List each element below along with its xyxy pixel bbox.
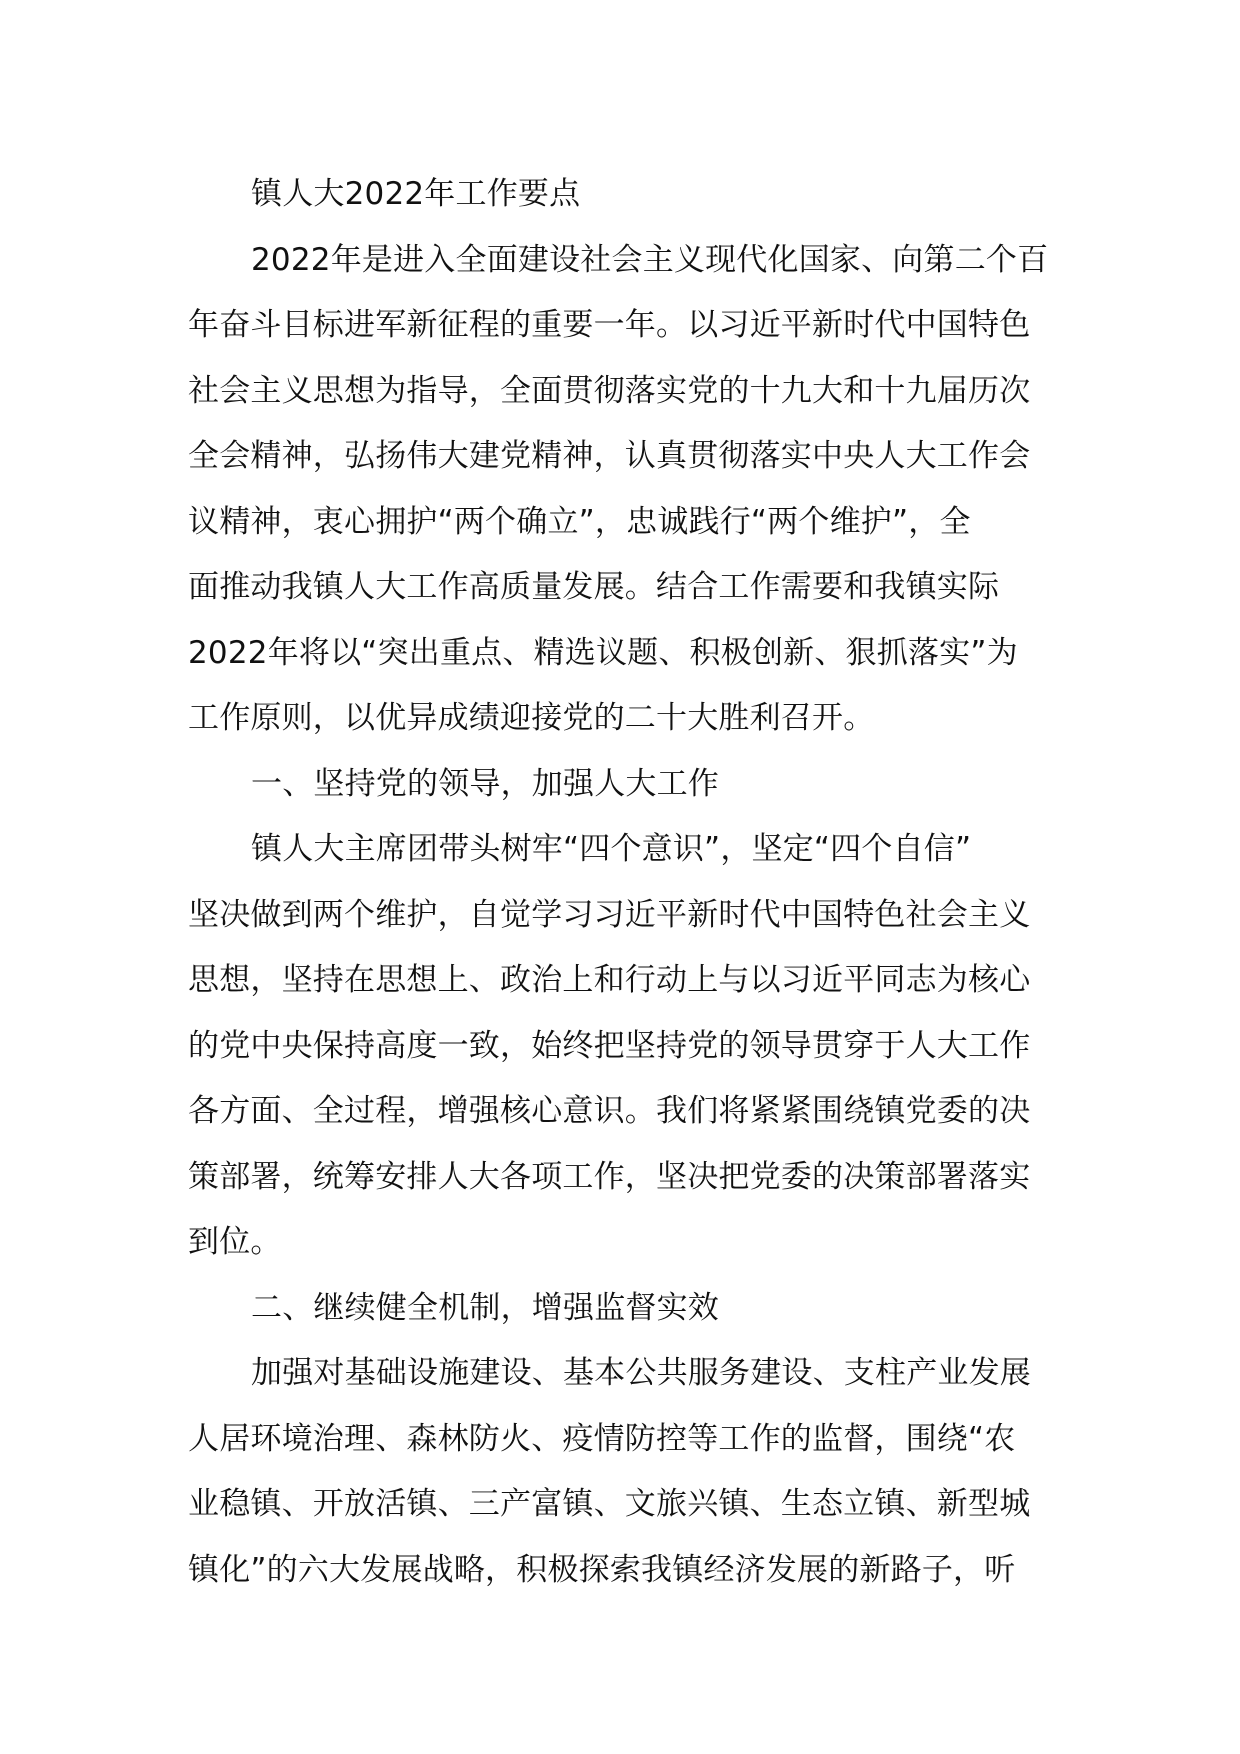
- paragraph-line: 镇化”的六大发展战略，积极探索我镇经济发展的新路子，听: [188, 1551, 1016, 1588]
- paragraph-line: 社会主义思想为指导，全面贯彻落实党的十九大和十九届历次: [188, 372, 1031, 409]
- paragraph-line: 议精神，衷心拥护“两个确立”，忠诚践行“两个维护”，全: [188, 503, 971, 540]
- document-page: [188, 162, 1058, 1603]
- paragraph-line: 年奋斗目标进军新征程的重要一年。以习近平新时代中国特色: [188, 307, 1031, 343]
- paragraph-line: 的党中央保持高度一致，始终把坚持党的领导贯穿于人大工作: [188, 1027, 1031, 1064]
- paragraph-line: 加强对基础设施建设、基本公共服务建设、支柱产业发展: [251, 1355, 1031, 1391]
- paragraph-line: 人居环境治理、森林防火、疫情防控等工作的监督，围绕“农: [188, 1420, 1016, 1457]
- paragraph-line: 工作原则，以优异成绩迎接党的二十大胜利召开。: [188, 700, 875, 736]
- paragraph-line: 策部署，统筹安排人大各项工作，坚决把党委的决策部署落实: [188, 1158, 1031, 1195]
- paragraph-line: 面推动我镇人大工作高质量发展。结合工作需要和我镇实际: [188, 569, 1000, 605]
- section-heading: 二、继续健全机制，增强监督实效: [251, 1289, 719, 1326]
- paragraph-line: 2022年是进入全面建设社会主义现代化国家、向第二个百: [251, 241, 1049, 278]
- paragraph-line: 坚决做到两个维护，自觉学习习近平新时代中国特色社会主义: [188, 896, 1031, 933]
- paragraph-line: 各方面、全过程，增强核心意识。我们将紧紧围绕镇党委的决: [188, 1093, 1031, 1129]
- paragraph-line: 镇人大主席团带头树牢“四个意识”，坚定“四个自信”: [251, 831, 972, 867]
- paragraph-line: 业稳镇、开放活镇、三产富镇、文旅兴镇、生态立镇、新型城: [188, 1486, 1031, 1522]
- paragraph-line: 全会精神，弘扬伟大建党精神，认真贯彻落实中央人大工作会: [188, 438, 1031, 474]
- document-title: 镇人大2022年工作要点: [251, 176, 581, 212]
- section-heading: 一、坚持党的领导，加强人大工作: [251, 765, 719, 802]
- paragraph-line: 思想，坚持在思想上、政治上和行动上与以习近平同志为核心: [188, 962, 1031, 998]
- paragraph-line: 2022年将以“突出重点、精选议题、积极创新、狠抓落实”为: [188, 634, 1018, 671]
- paragraph-line: 到位。: [188, 1224, 282, 1260]
